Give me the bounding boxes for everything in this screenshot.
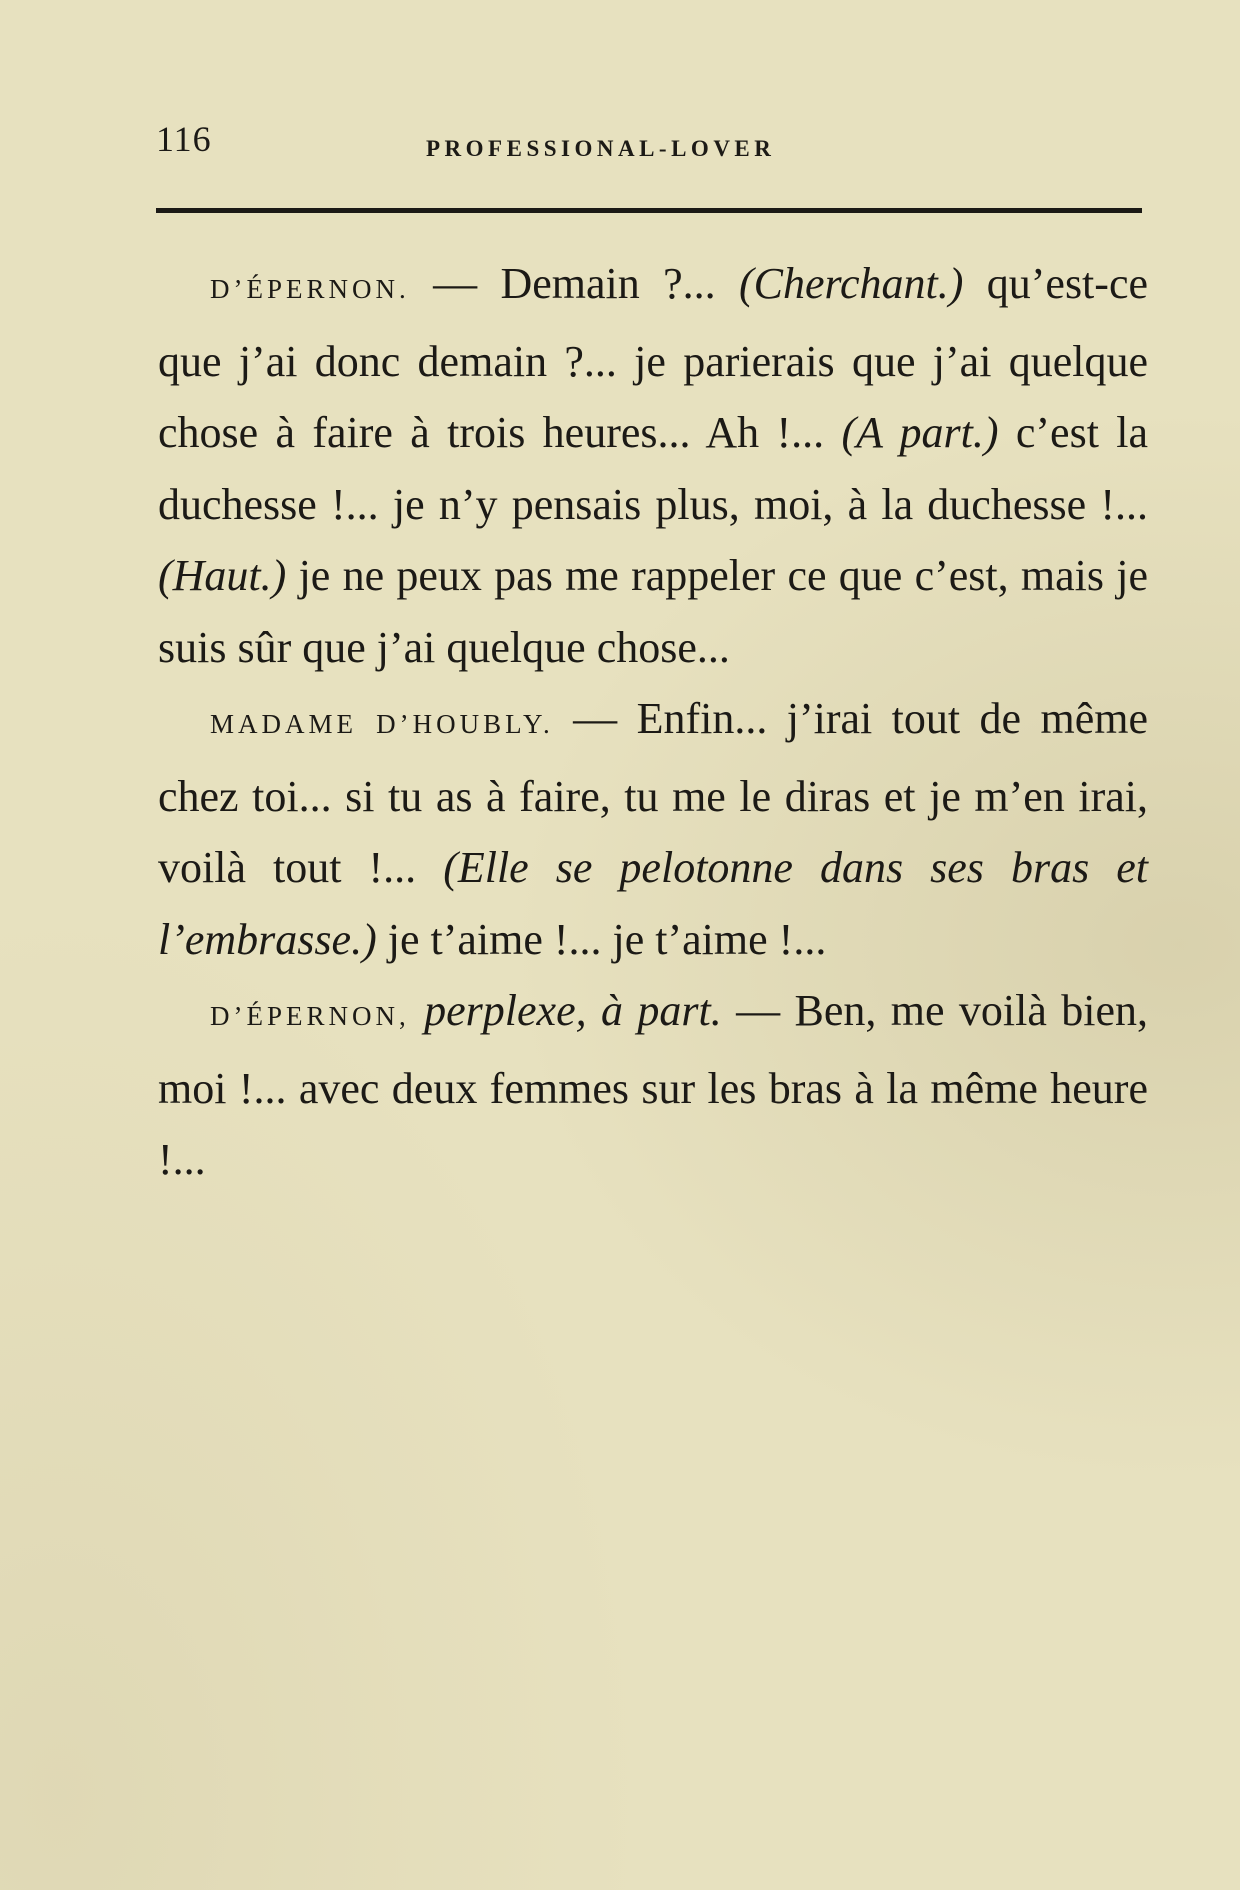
stage-direction: (Cherchant.) — [738, 259, 964, 308]
dialogue-paragraph-3 — [158, 975, 1148, 1196]
stage-direction: (Haut.) — [158, 551, 287, 600]
dialogue-text: Ben, me voilà bien, moi !... avec deux femmes sur les bras à la même heure !... — [158, 986, 1148, 1184]
header-rule — [156, 208, 1142, 213]
dialogue-text: je t’aime !... je t’aime !... — [376, 914, 827, 964]
dialogue-paragraph-1 — [158, 248, 1148, 683]
stage-direction: (Elle se pelotonne dans ses bras et l’embrasse.) — [158, 843, 1148, 964]
dialogue-text: qu’est-ce que j’ai donc demain ?... je parierais que j’ai quelque chose à faire à trois heures... Ah !... — [158, 259, 1148, 457]
dialogue-dash: — — [553, 694, 637, 743]
dialogue-dash: — — [409, 259, 501, 308]
dialogue-text: Demain ?... — [500, 259, 739, 308]
speaker-name: D’ÉPERNON, — [210, 1001, 410, 1031]
stage-direction: perplexe, à part. — [409, 986, 722, 1035]
dialogue-paragraph-2 — [158, 683, 1148, 975]
text-block — [158, 248, 1148, 1196]
dialogue-text: c’est la duchesse !... je n’y pensais plus, moi, à la duchesse !... — [158, 408, 1149, 529]
page-number: 116 — [156, 119, 212, 159]
speaker-name: MADAME D’HOUBLY. — [210, 709, 554, 739]
dialogue-text: Enfin... j’irai tout de même chez toi... si tu as à faire, tu me le diras et je m’en irai, voilà tout !... — [158, 694, 1149, 892]
stage-direction: (A part.) — [841, 408, 999, 457]
dialogue-dash: — — [721, 986, 795, 1035]
dialogue-text: je ne peux pas me rappeler ce que c’est, mais je suis sûr que j’ai quelque chose... — [158, 551, 1148, 672]
running-head — [156, 118, 1140, 178]
speaker-name: D’ÉPERNON. — [210, 274, 410, 304]
running-title: PROFESSIONAL-LOVER — [426, 136, 776, 161]
